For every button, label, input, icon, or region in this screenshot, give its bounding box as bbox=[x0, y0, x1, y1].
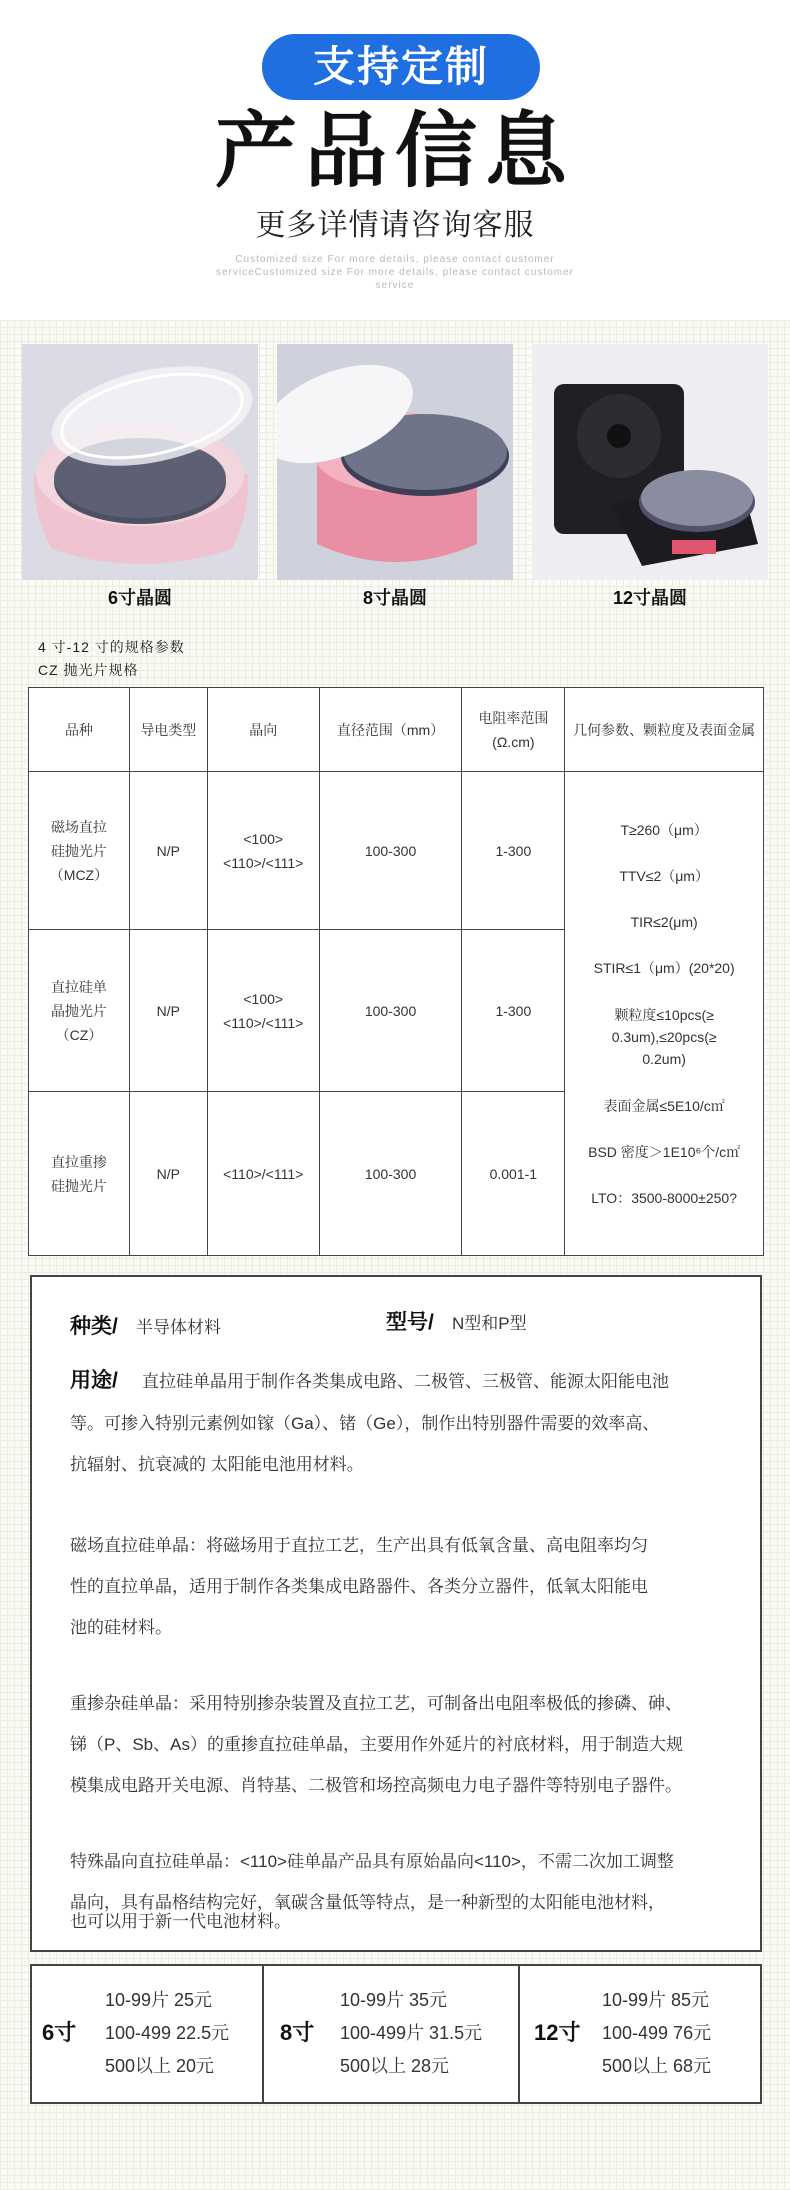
resistivity-cell: 0.001-1 bbox=[462, 1092, 565, 1256]
use-label: 用途/ bbox=[70, 1369, 118, 1392]
spec-title: 4 寸-12 寸的规格参数 bbox=[38, 639, 185, 655]
mcz-paragraph: 磁场直拉硅单晶：将磁场用于直拉工艺，生产出具有低氧含量、高电阻率均匀 bbox=[70, 1536, 648, 1555]
price-row: 100-499 22.5元 bbox=[105, 2023, 230, 2043]
column-header: 导电类型 bbox=[129, 688, 207, 772]
orientation-text: <110>/<111> bbox=[223, 854, 304, 871]
price-row: 10-99片 35元 bbox=[340, 1990, 448, 2010]
geometry-item: 颗粒度≤10pcs(≥ bbox=[614, 1006, 714, 1023]
diameter-cell: 100-300 bbox=[319, 772, 462, 930]
geometry-item: T≥260（μm） bbox=[620, 821, 708, 838]
geometry-cell bbox=[565, 772, 764, 1256]
price-row: 10-99片 25元 bbox=[105, 1990, 213, 2010]
model-value: N型和P型 bbox=[452, 1314, 527, 1333]
variety-text: （MCZ） bbox=[49, 866, 109, 883]
variety-text: 直拉重掺 bbox=[50, 1153, 107, 1170]
variety-text: 硅抛光片 bbox=[50, 1177, 107, 1194]
diameter-cell: 100-300 bbox=[319, 1092, 462, 1256]
geometry-item: 0.2um) bbox=[642, 1050, 686, 1067]
column-header: 电阻率范围(Ω.cm) bbox=[462, 688, 565, 772]
geometry-item: 0.3um),≤20pcs(≥ bbox=[611, 1028, 717, 1045]
type-cell: N/P bbox=[129, 772, 207, 930]
use-text: 直拉硅单晶用于制作各类集成电路、二极管、三极管、能源太阳能电池 bbox=[142, 1372, 669, 1391]
column-header: 品种 bbox=[29, 688, 130, 772]
variety-text: 硅抛光片 bbox=[50, 842, 107, 859]
price-row: 100-499 76元 bbox=[602, 2023, 712, 2043]
geometry-item: BSD 密度＞1E10⁶个/c㎡ bbox=[588, 1143, 741, 1160]
orientation-cell bbox=[207, 772, 319, 930]
price-row: 500以上 28元 bbox=[340, 2056, 450, 2076]
price-size: 6寸 bbox=[42, 2020, 77, 2045]
variety-text: 磁场直拉 bbox=[50, 818, 107, 835]
page-subtitle: 更多详情请咨询客服 bbox=[255, 209, 535, 242]
geometry-item: TIR≤2(μm) bbox=[630, 913, 698, 930]
wafer-photo-8inch bbox=[277, 344, 513, 580]
special-orientation-paragraph: 晶向，具有晶格结构完好，氧碳含量低等特点，是一种新型的太阳能电池材料， bbox=[70, 1893, 665, 1912]
resistivity-cell: 1-300 bbox=[462, 772, 565, 930]
price-size: 8寸 bbox=[280, 2020, 315, 2045]
use-text: 等。可掺入特别元素例如镓（Ga）、锗（Ge），制作出特别器件需要的效率高、 bbox=[70, 1414, 660, 1433]
mcz-paragraph: 性的直拉单晶，适用于制作各类集成电路器件、各类分立器件，低氧太阳能电 bbox=[70, 1577, 648, 1596]
spec-subtitle: CZ 抛光片规格 bbox=[38, 662, 139, 678]
geometry-item: 表面金属≤5E10/c㎡ bbox=[603, 1097, 725, 1114]
photo-caption: 12寸晶圆 bbox=[612, 588, 688, 608]
price-column-12inch bbox=[520, 1966, 758, 2102]
orientation-cell bbox=[207, 930, 319, 1092]
table-row bbox=[29, 772, 764, 930]
diameter-cell: 100-300 bbox=[319, 930, 462, 1092]
price-row: 500以上 20元 bbox=[105, 2056, 215, 2076]
description-box bbox=[30, 1275, 762, 1952]
page-title: 产品信息 bbox=[214, 106, 575, 197]
kind-value: 半导体材料 bbox=[136, 1318, 221, 1337]
geometry-item: TTV≤2（μm） bbox=[619, 867, 709, 884]
kind-label: 种类/ bbox=[70, 1315, 118, 1338]
geometry-item: STIR≤1（μm）(20*20) bbox=[593, 959, 735, 976]
column-header: 几何参数、颗粒度及表面金属 bbox=[565, 688, 764, 772]
special-orientation-paragraph: 特殊晶向直拉硅单晶：<110>硅单晶产品具有原始晶向<110>，不需二次加工调整 bbox=[70, 1852, 674, 1871]
variety-text: 晶抛光片 bbox=[50, 1002, 107, 1019]
wafer-photo-6inch bbox=[22, 344, 258, 580]
variety-cell bbox=[29, 1092, 130, 1256]
price-row: 500以上 68元 bbox=[602, 2056, 712, 2076]
heavy-doped-paragraph: 锑（P、Sb、As）的重掺直拉硅单晶，主要用作外延片的衬底材料，用于制造大规 bbox=[70, 1735, 683, 1754]
use-text: 抗辐射、抗衰减的 太阳能电池用材料。 bbox=[70, 1455, 364, 1474]
geometry-item: LTO：3500-8000±250? bbox=[591, 1189, 737, 1206]
model-label: 型号/ bbox=[386, 1311, 434, 1334]
photo-caption: 8寸晶圆 bbox=[362, 588, 427, 608]
mcz-paragraph: 池的硅材料。 bbox=[70, 1618, 172, 1637]
variety-text: （CZ） bbox=[55, 1026, 103, 1043]
price-row: 100-499片 31.5元 bbox=[340, 2023, 483, 2043]
table-header-row bbox=[29, 688, 764, 772]
resistivity-cell: 1-300 bbox=[462, 930, 565, 1092]
column-header: 直径范围（mm） bbox=[319, 688, 462, 772]
custom-badge: 支持定制 bbox=[262, 34, 540, 100]
price-size: 12寸 bbox=[534, 2020, 581, 2045]
variety-cell bbox=[29, 930, 130, 1092]
variety-cell bbox=[29, 772, 130, 930]
column-header: 晶向 bbox=[207, 688, 319, 772]
orientation-text: <100> bbox=[243, 990, 284, 1007]
heavy-doped-paragraph: 模集成电路开关电源、肖特基、二极管和场控高频电力电子器件等特别电子器件。 bbox=[70, 1776, 682, 1795]
header bbox=[0, 0, 790, 320]
price-table bbox=[30, 1964, 762, 2104]
orientation-text: <110>/<111> bbox=[223, 1014, 304, 1031]
orientation-text: <100> bbox=[243, 830, 284, 847]
type-cell: N/P bbox=[129, 1092, 207, 1256]
photo-caption: 6寸晶圆 bbox=[107, 588, 172, 608]
special-orientation-paragraph: 也可以用于新一代电池材料。 bbox=[70, 1912, 291, 1931]
price-column-8inch bbox=[264, 1966, 518, 2102]
orientation-cell: <110>/<111> bbox=[207, 1092, 319, 1256]
price-row: 10-99片 85元 bbox=[602, 1990, 710, 2010]
type-cell: N/P bbox=[129, 930, 207, 1092]
heavy-doped-paragraph: 重掺杂硅单晶：采用特别掺杂装置及直拉工艺，可制备出电阻率极低的掺磷、砷、 bbox=[70, 1694, 682, 1713]
variety-text: 直拉硅单 bbox=[50, 978, 107, 995]
wafer-photo-12inch bbox=[532, 344, 768, 580]
price-column-6inch bbox=[32, 1966, 262, 2102]
spec-table bbox=[28, 687, 764, 1256]
english-subtitle: Customized size For more details, please contact customer serviceCustomized size For more details, please contact customer service bbox=[215, 254, 574, 291]
